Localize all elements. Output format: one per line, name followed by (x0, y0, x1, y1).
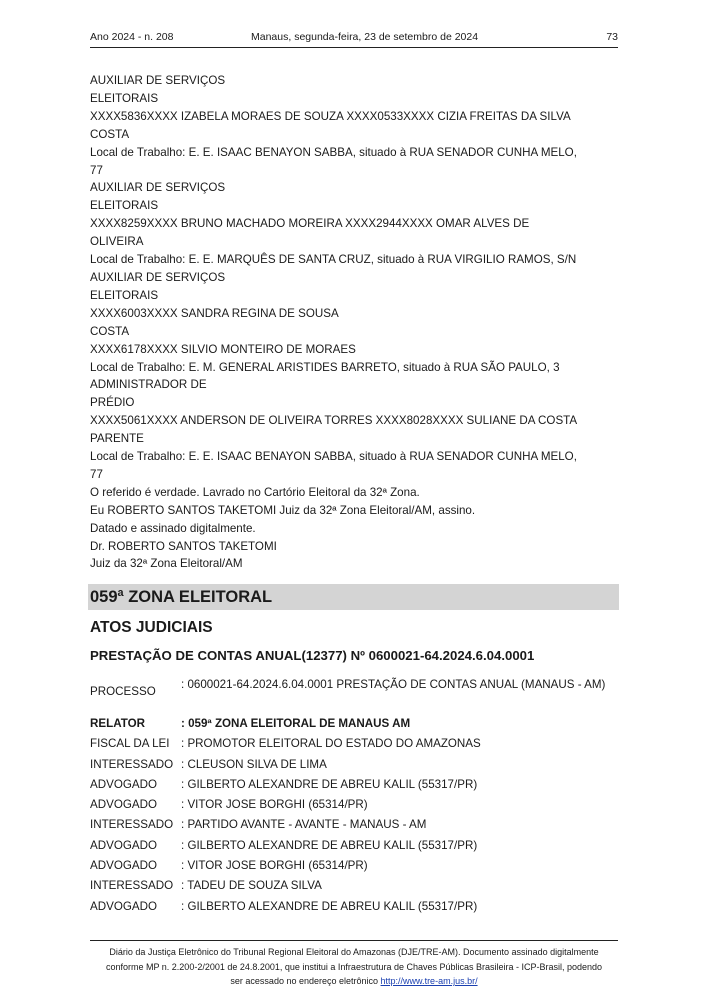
row-label: ADVOGADO (90, 798, 157, 812)
row-label: RELATOR (90, 717, 145, 730)
body-line: Local de Trabalho: E. M. GENERAL ARISTIDES BARRETO, situado à RUA SÃO PAULO, 3 (90, 360, 560, 374)
body-line: XXXX6003XXXX SANDRA REGINA DE SOUSA (90, 306, 339, 320)
row-label: FISCAL DA LEI (90, 737, 170, 751)
body-line: COSTA (90, 324, 130, 338)
website-link[interactable]: http://www.tre-am.jus.br/ (380, 976, 478, 986)
body-line: ELEITORAIS (90, 199, 159, 213)
footer-line-text: ser acessado no endereço eletrônico (230, 976, 379, 986)
body-line: OLIVEIRA (90, 235, 144, 249)
table-row (90, 897, 618, 917)
document-body (90, 72, 610, 573)
body-line: Local de Trabalho: E. E. ISAAC BENAYON SABBA, situado à RUA SENADOR CUNHA MELO, (90, 145, 577, 159)
row-value: : PROMOTOR ELEITORAL DO ESTADO DO AMAZONAS (181, 737, 481, 751)
table-row (90, 876, 618, 896)
date-label: Manaus, segunda-feira, 23 de setembro de 2024 (251, 31, 479, 43)
row-value: : CLEUSON SILVA DE LIMA (181, 757, 327, 771)
row-label: ADVOGADO (90, 777, 157, 791)
row-value: : 059ª ZONA ELEITORAL DE MANAUS AM (181, 717, 411, 730)
body-line: AUXILIAR DE SERVIÇOS (90, 270, 226, 284)
body-line: Datado e assinado digitalmente. (90, 521, 256, 535)
body-line: PRÉDIO (90, 396, 135, 410)
body-line: Dr. ROBERTO SANTOS TAKETOMI (90, 539, 277, 553)
page-header (90, 31, 618, 48)
body-line: COSTA (90, 127, 130, 141)
page-footer (90, 940, 618, 989)
row-label: INTERESSADO (90, 818, 174, 832)
body-line: AUXILIAR DE SERVIÇOS (90, 74, 226, 87)
body-line: PARENTE (90, 432, 144, 446)
body-line: ELEITORAIS (90, 91, 159, 105)
row-value: : GILBERTO ALEXANDRE DE ABREU KALIL (55317/PR) (181, 838, 478, 852)
row-value: : TADEU DE SOUZA SILVA (181, 879, 322, 893)
row-value: : PARTIDO AVANTE - AVANTE - MANAUS - AM (181, 818, 427, 832)
footer-line (90, 974, 618, 989)
page-number: 73 (606, 31, 618, 43)
body-line: XXXX5836XXXX IZABELA MORAES DE SOUZA XXXX0533XXXX CIZIA FREITAS DA SILVA (90, 109, 571, 123)
row-label: ADVOGADO (90, 899, 157, 913)
body-line: Local de Trabalho: E. E. ISAAC BENAYON SABBA, situado à RUA SENADOR CUNHA MELO, (90, 450, 577, 464)
table-row (90, 676, 618, 712)
body-line: 77 (90, 163, 103, 177)
table-row (90, 856, 618, 876)
table-row (90, 734, 618, 754)
table-row (90, 775, 618, 795)
zone-title: 059ª ZONA ELEITORAL (88, 584, 619, 610)
table-row (90, 836, 618, 856)
body-line: AUXILIAR DE SERVIÇOS (90, 181, 226, 195)
body-line: Local de Trabalho: E. E. MARQUÊS DE SANTA CRUZ, situado à RUA VIRGILIO RAMOS, S/N (90, 253, 577, 267)
section-title: ATOS JUDICIAIS (90, 619, 213, 636)
body-line: XXXX6178XXXX SILVIO MONTEIRO DE MORAES (90, 342, 356, 356)
body-line: XXXX8259XXXX BRUNO MACHADO MOREIRA XXXX2944XXXX OMAR ALVES DE (90, 217, 530, 231)
table-row (90, 795, 618, 815)
row-label: ADVOGADO (90, 838, 157, 852)
row-value: : VITOR JOSE BORGHI (65314/PR) (181, 859, 368, 873)
footer-line: conforme MP n. 2.200-2/2001 de 24.8.2001, que institui a Infraestrutura de Chaves Públicas Brasileira - ICP-Brasil, podendo (105, 961, 603, 972)
process-heading: PRESTAÇÃO DE CONTAS ANUAL(12377) Nº 0600021-64.2024.6.04.0001 (90, 648, 535, 663)
row-label: INTERESSADO (90, 757, 174, 771)
body-line: O referido é verdade. Lavrado no Cartório Eleitoral da 32ª Zona. (90, 485, 420, 499)
body-line: ADMINISTRADOR DE (90, 378, 207, 392)
edition-label: Ano 2024 - n. 208 (90, 31, 174, 43)
body-line: 77 (90, 467, 103, 481)
table-row (90, 714, 618, 734)
row-value: : VITOR JOSE BORGHI (65314/PR) (181, 798, 368, 812)
body-line: Juiz da 32ª Zona Eleitoral/AM (90, 557, 243, 571)
row-label: INTERESSADO (90, 879, 174, 893)
row-value: : 0600021-64.2024.6.04.0001 PRESTAÇÃO DE CONTAS ANUAL (MANAUS - AM) (181, 678, 606, 691)
table-row (90, 815, 618, 835)
body-line: XXXX5061XXXX ANDERSON DE OLIVEIRA TORRES XXXX8028XXXX SULIANE DA COSTA (90, 414, 578, 428)
row-value: : GILBERTO ALEXANDRE DE ABREU KALIL (55317/PR) (181, 899, 478, 913)
row-value: : GILBERTO ALEXANDRE DE ABREU KALIL (55317/PR) (181, 777, 478, 791)
row-label: PROCESSO (90, 685, 156, 698)
body-line: Eu ROBERTO SANTOS TAKETOMI Juiz da 32ª Zona Eleitoral/AM, assino. (90, 503, 476, 517)
footer-line: Diário da Justiça Eletrônico do Tribunal Regional Eleitoral do Amazonas (DJE/TRE-AM). Documento assinado digitalmente (109, 947, 599, 957)
row-label: ADVOGADO (90, 859, 157, 873)
body-line: ELEITORAIS (90, 288, 159, 302)
table-row (90, 755, 618, 775)
process-metadata-table (90, 676, 618, 917)
